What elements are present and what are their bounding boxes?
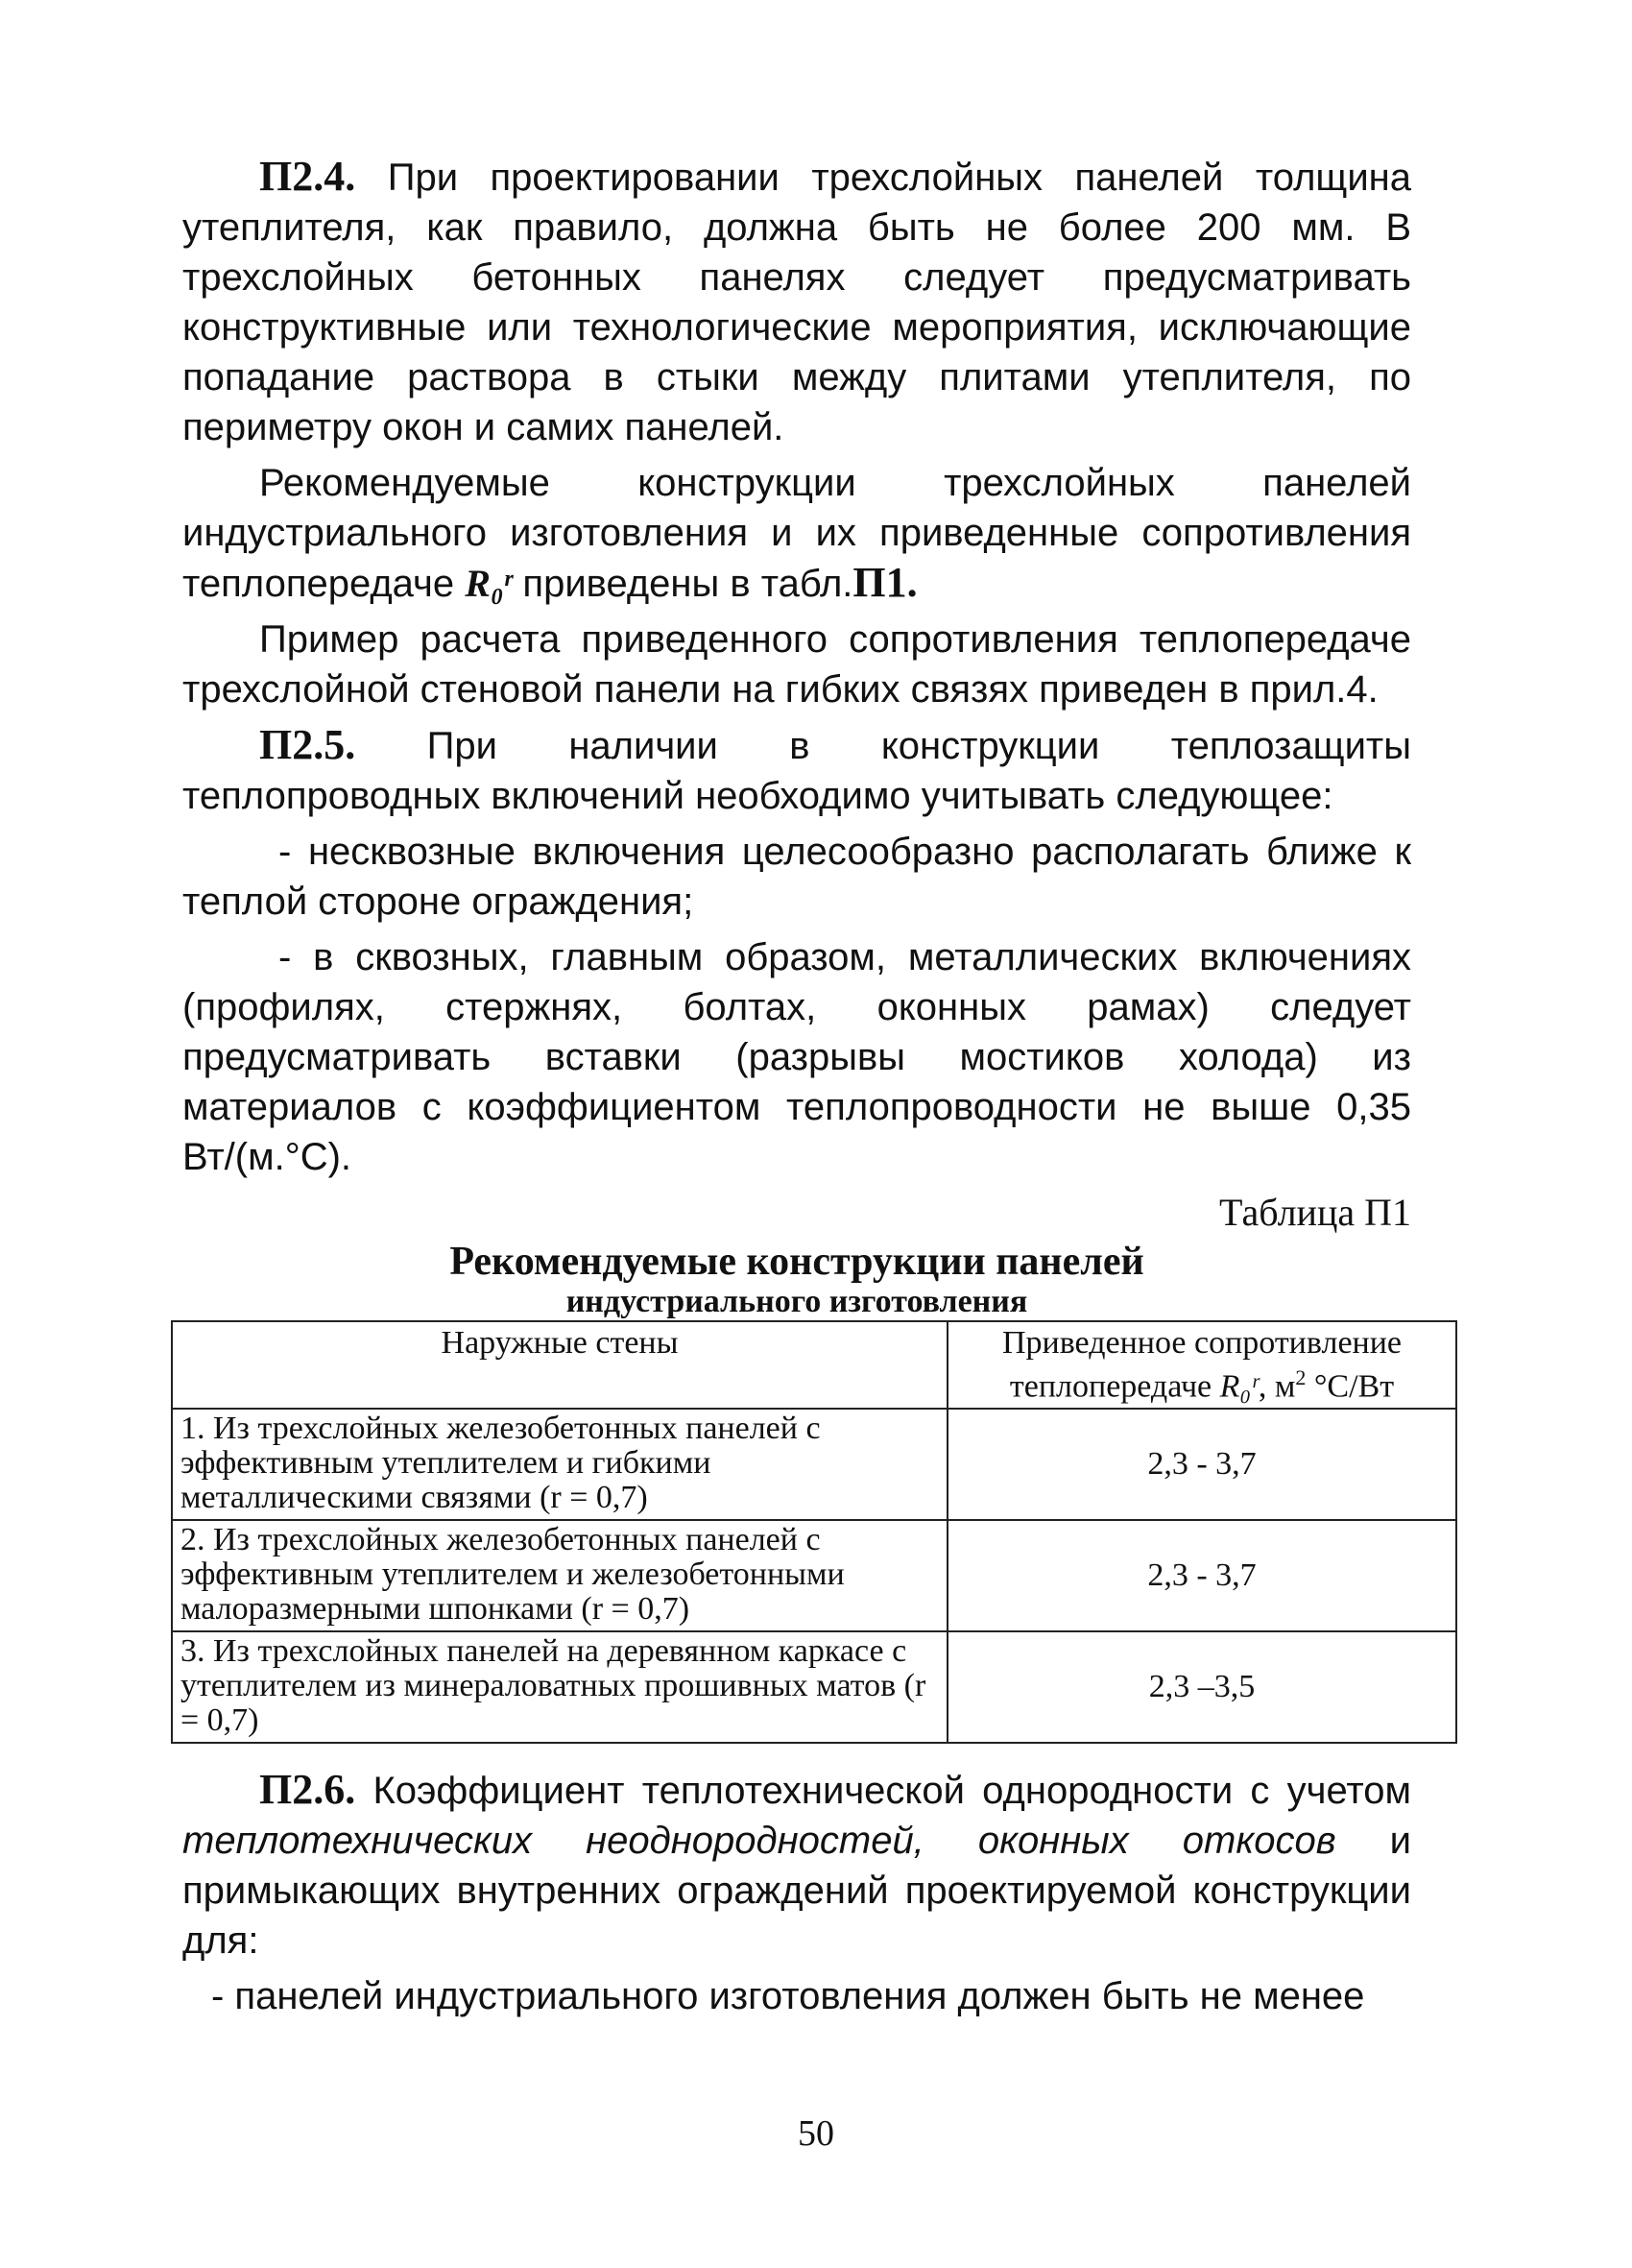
panels-table xyxy=(171,1320,1457,1744)
header-unit-sup: 2 xyxy=(1295,1365,1307,1389)
table-reference: П1. xyxy=(852,559,918,606)
clause-label: П2.4. xyxy=(259,153,356,200)
clause-label: П2.6. xyxy=(259,1766,356,1814)
header-unit: °С/Вт xyxy=(1306,1368,1395,1405)
clause-label: П2.5. xyxy=(259,721,356,768)
wall-cell: 2. Из трехслойных железобетонных панелей с эффективным утеплителем и железобетонными малоразмерными шпонками (r = 0,7) xyxy=(172,1520,948,1631)
paragraph-text: При наличии в конструкции теплозащиты теплопроводных включений необходимо учитывать следующее: xyxy=(182,725,1411,817)
table-subtitle: индустриального изготовления xyxy=(565,1284,1028,1319)
table-row xyxy=(172,1631,1456,1743)
wall-cell: 3. Из трехслойных панелей на деревянном каркасе с утеплителем из минераловатных прошивных матов (r = 0,7) xyxy=(172,1631,948,1743)
table-label: Таблица П1 xyxy=(1219,1191,1411,1234)
wall-cell: 1. Из трехслойных железобетонных панелей с эффективным утеплителем и гибкими металлическими связями (r = 0,7) xyxy=(172,1409,948,1520)
list-item xyxy=(182,827,1411,927)
list-item-text: - панелей индустриального изготовления должен быть не менее xyxy=(211,1975,1365,2018)
symbol-r0: R₀ʳ xyxy=(465,562,513,605)
paragraph-p2-6 xyxy=(182,1765,1411,1966)
paragraph-text: Рекомендуемые конструкции трехслойных панелей индустриального изготовления и их приведенные сопротивления теплопередаче xyxy=(182,462,1411,605)
paragraph-example xyxy=(182,615,1411,714)
paragraph-text: Пример расчета приведенного сопротивления теплопередаче трехслойной стеновой панели на гибких связях приведен в прил.4. xyxy=(182,618,1411,711)
table-header-walls: Наружные стены xyxy=(172,1321,948,1409)
list-item-text: - несквозные включения целесообразно располагать ближе к теплой стороне ограждения; xyxy=(182,831,1411,923)
paragraph-text: и примыкающих внутренних ограждений проектируемой конструкции для: xyxy=(182,1820,1411,1963)
table-row xyxy=(172,1409,1456,1520)
table-title: Рекомендуемые конструкции панелей xyxy=(449,1240,1144,1284)
table-header-row xyxy=(172,1321,1456,1409)
value-cell: 2,3 - 3,7 xyxy=(948,1409,1456,1520)
table-row xyxy=(172,1520,1456,1631)
paragraph-text: При проектировании трехслойных панелей толщина утеплителя, как правило, должна быть не более 200 мм. В трехслойных бетонных панелях следует предусматривать конструктивные или технологические мероприятия, исключающие попадание раствора в стыки между плитами утеплителя, по периметру окон и самих панелей. xyxy=(182,157,1411,448)
header-text: Приведенное сопротивление теплопередаче xyxy=(1001,1325,1403,1405)
list-item xyxy=(182,1971,1411,2021)
header-unit: , м xyxy=(1258,1368,1296,1405)
page-number: 50 xyxy=(798,2113,834,2154)
paragraph-text: приведены в табл. xyxy=(512,563,853,605)
paragraph-italic-text: теплотехнических неоднородностей, оконных откосов xyxy=(182,1820,1336,1863)
paragraph-p2-4 xyxy=(182,152,1411,452)
value-cell: 2,3 –3,5 xyxy=(948,1631,1456,1743)
list-item-text: - в сквозных, главным образом, металлических включениях (профилях, стержнях, болтах, оконных рамах) следует предусматривать вставки (разрывы мостиков холода) из материалов с коэффициентом теплопроводности не выше 0,35 Вт/(м.°С). xyxy=(182,936,1411,1178)
paragraph-text: Коэффициент теплотехнической однородности с учетом xyxy=(355,1770,1411,1813)
symbol-r0: R₀ʳ xyxy=(1219,1368,1259,1405)
list-item xyxy=(182,932,1411,1182)
text-column xyxy=(182,152,1411,2027)
table-header-resistance xyxy=(948,1321,1456,1409)
paragraph-p2-5 xyxy=(182,720,1411,821)
value-cell: 2,3 - 3,7 xyxy=(948,1520,1456,1631)
paragraph-recommended xyxy=(182,458,1411,609)
